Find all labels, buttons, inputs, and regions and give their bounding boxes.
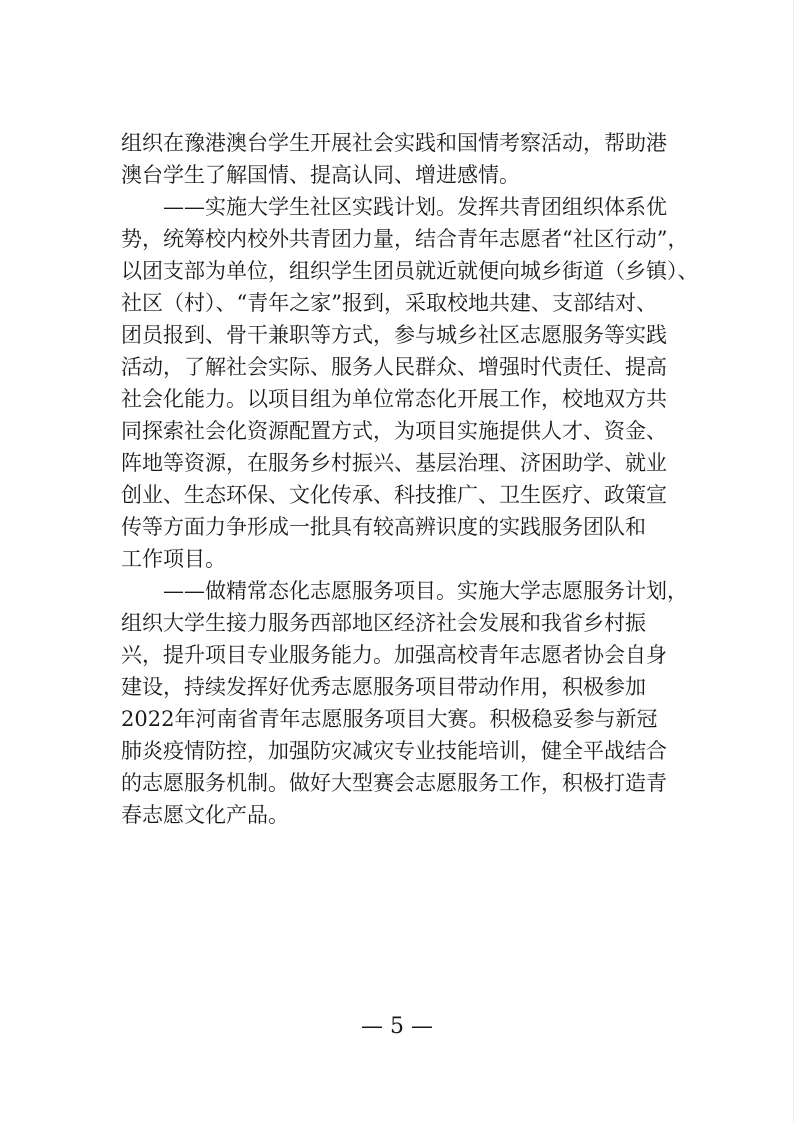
text-line: 工作项目。 — [121, 547, 226, 571]
text-line: 澳台学生了解国情、提高认同、增进感情。 — [121, 163, 520, 187]
body-text — [121, 127, 699, 831]
text-line: 的志愿服务机制。做好大型赛会志愿服务工作，积极打造青 — [121, 771, 667, 795]
text-line: 社会化能力。以项目组为单位常态化开展工作，校地双方共 — [121, 387, 667, 411]
text-line: 组织大学生接力服务西部地区经济社会发展和我省乡村振 — [121, 611, 646, 635]
text-line: 组织在豫港澳台学生开展社会实践和国情考察活动，帮助港 — [121, 131, 667, 155]
text-line: 同探索社会化资源配置方式，为项目实施提供人才、资金、 — [121, 419, 667, 443]
section-heading-line: ——实施大学生社区实践计划。发挥共青团组织体系优 — [163, 195, 667, 219]
text-line: 建设，持续发挥好优秀志愿服务项目带动作用，积极参加 — [121, 675, 646, 699]
text-line: 春志愿文化产品。 — [121, 803, 289, 827]
section-heading-line: ——做精常态化志愿服务项目。实施大学志愿服务计划， — [163, 579, 688, 603]
text-line: 以团支部为单位，组织学生团员就近就便向城乡街道（乡镇）、 — [121, 259, 699, 283]
text-line: 社区（村）、“青年之家”报到，采取校地共建、支部结对、 — [121, 291, 657, 315]
text-line: 势，统筹校内校外共青团力量，结合青年志愿者“社区行动”， — [121, 227, 689, 251]
page-number: — 5 — — [361, 1014, 433, 1039]
text-line: 兴，提升项目专业服务能力。加强高校青年志愿者协会自身 — [121, 643, 667, 667]
text-line: 创业、生态环保、文化传承、科技推广、卫生医疗、政策宣 — [121, 483, 667, 507]
text-line: 阵地等资源，在服务乡村振兴、基层治理、济困助学、就业 — [121, 451, 667, 475]
text-line: 活动，了解社会实际、服务人民群众、增强时代责任、提高 — [121, 355, 667, 379]
text-line: 传等方面力争形成一批具有较高辨识度的实践服务团队和 — [121, 515, 646, 539]
text-line: 2022年河南省青年志愿服务项目大赛。积极稳妥参与新冠 — [121, 707, 658, 731]
text-line: 团员报到、骨干兼职等方式，参与城乡社区志愿服务等实践 — [121, 323, 667, 347]
text-line: 肺炎疫情防控，加强防灾减灾专业技能培训，健全平战结合 — [121, 739, 667, 763]
